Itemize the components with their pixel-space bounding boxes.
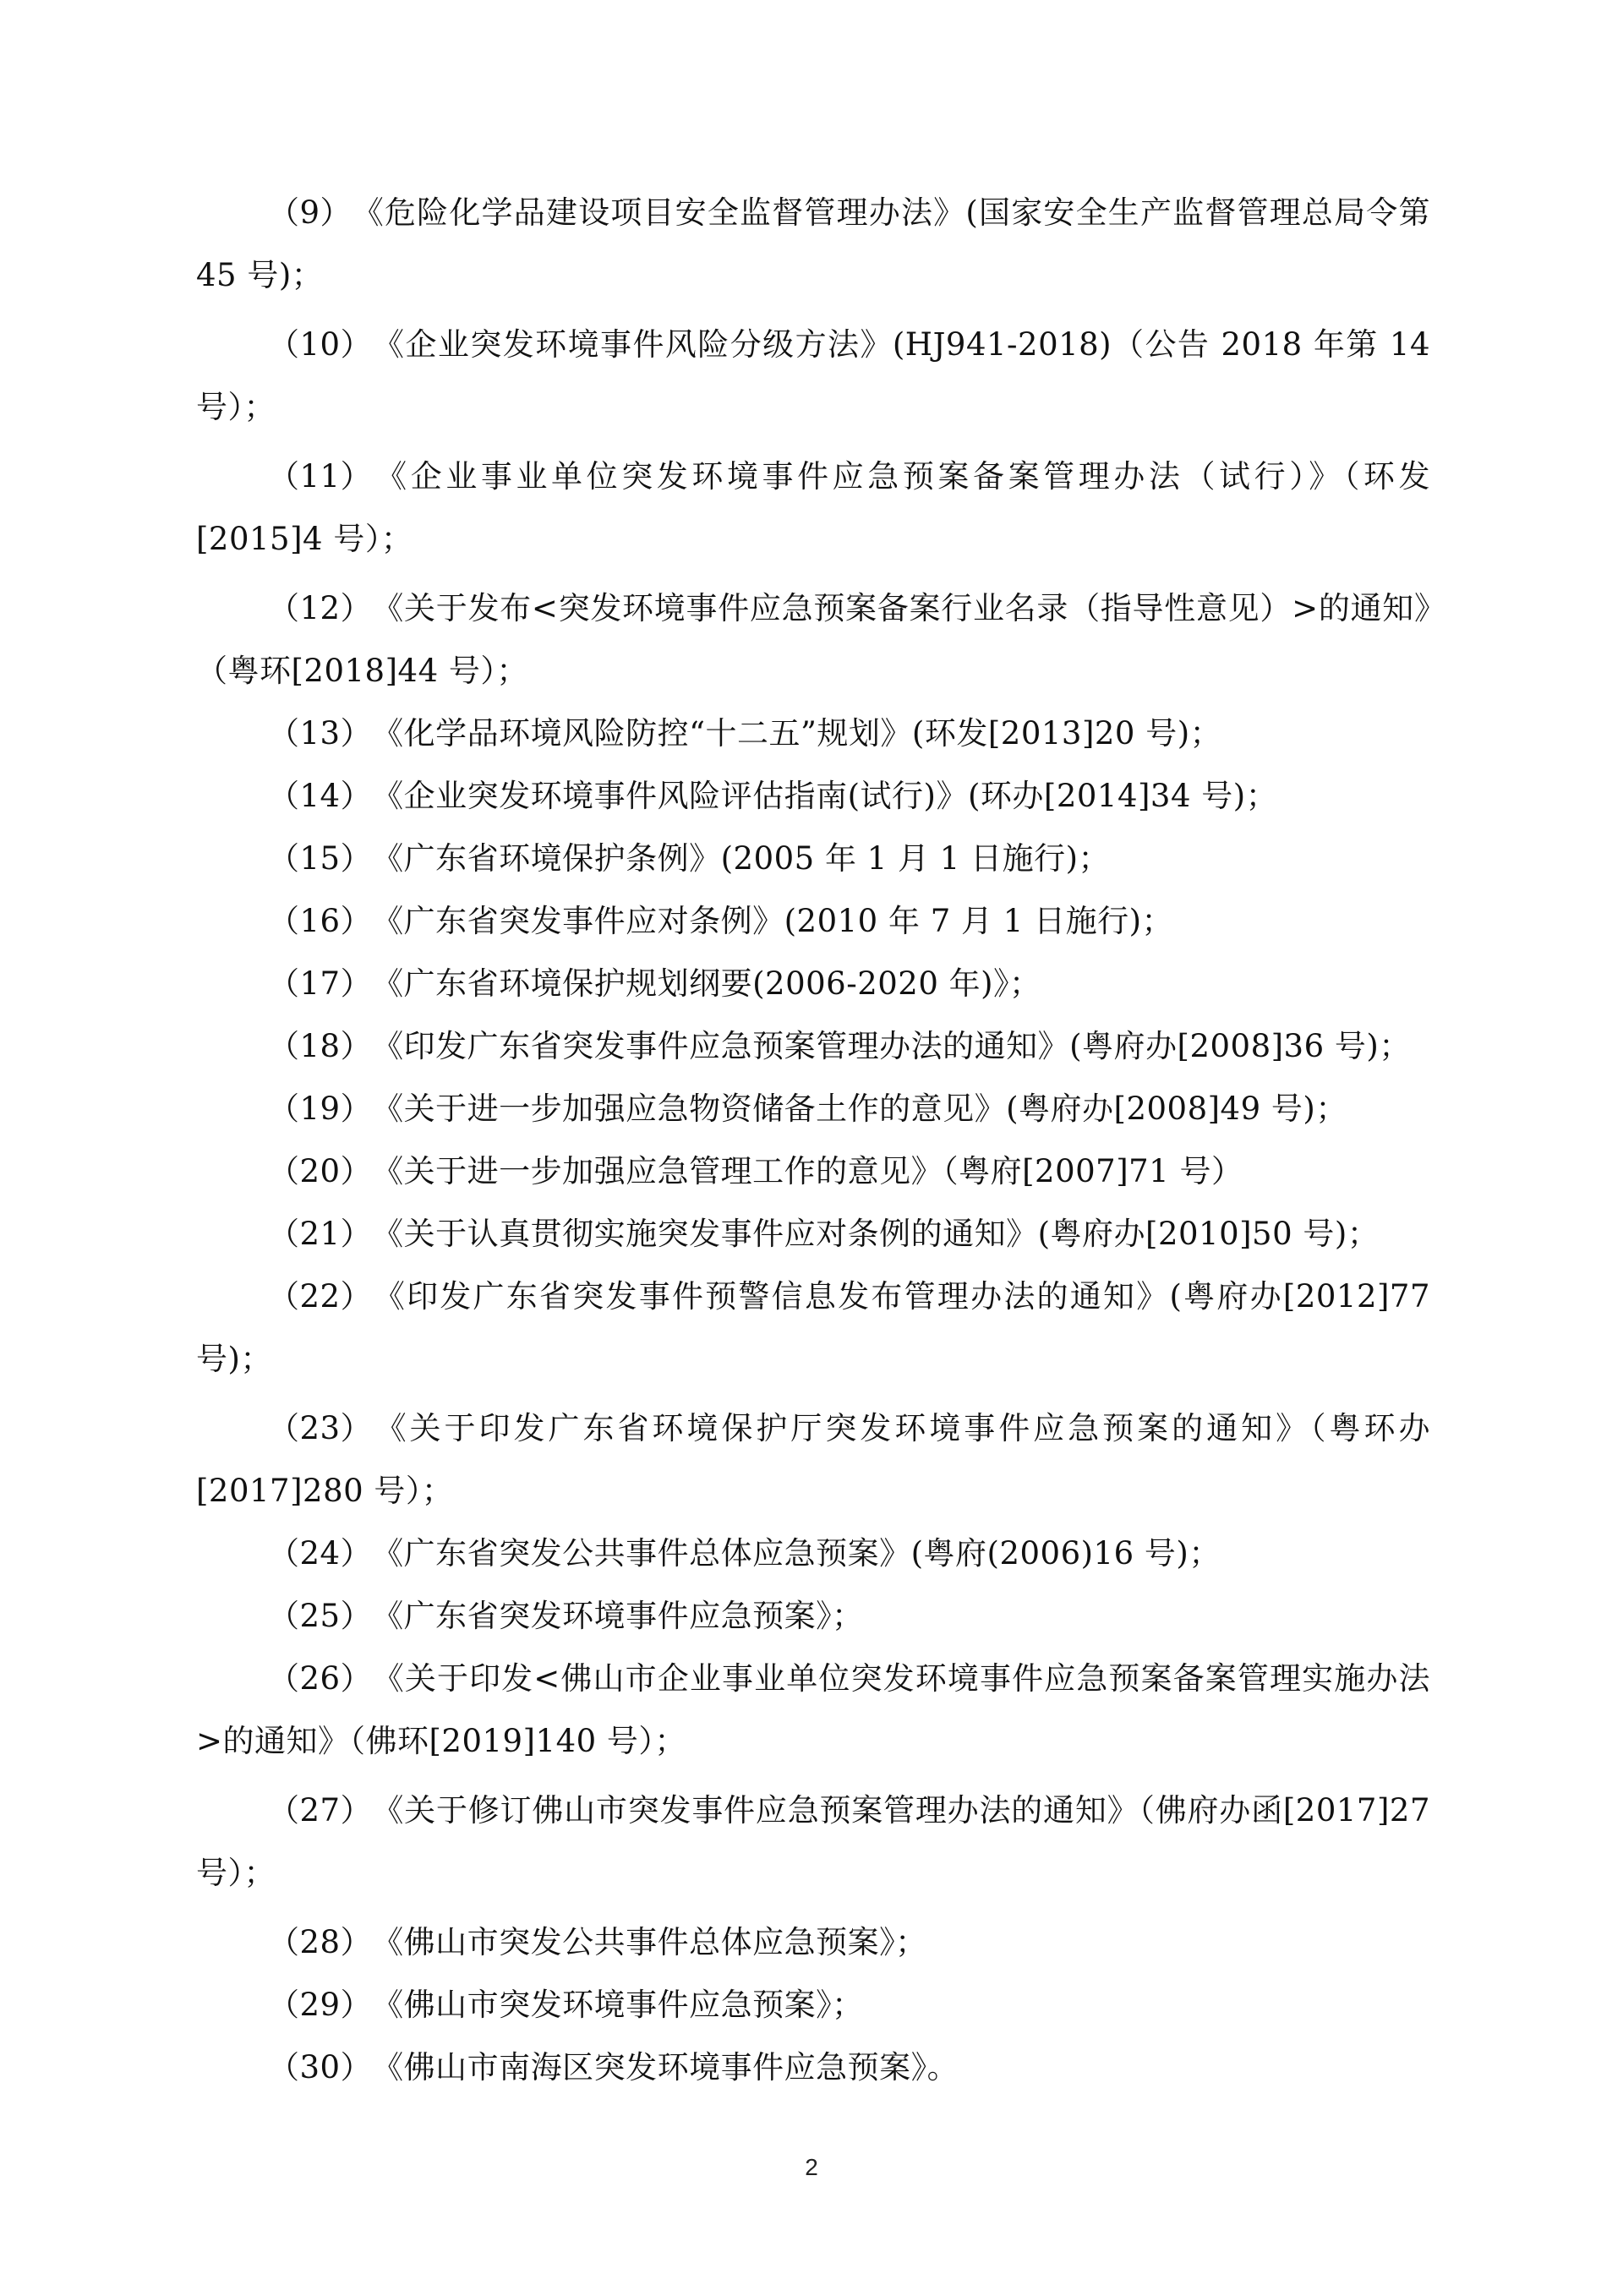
item-text: 《广东省突发事件应对条例》(2010 年 7 月 1 日施行)； xyxy=(372,903,1174,939)
list-item xyxy=(196,182,1430,307)
list-item xyxy=(196,702,1430,765)
item-text: 《关于修订佛山市突发事件应急预案管理办法的通知》（佛府办函[2017]27号）； xyxy=(196,1792,1430,1891)
list-item xyxy=(196,765,1430,828)
list-item xyxy=(196,1015,1430,1078)
page-number: 2 xyxy=(805,2154,818,2180)
item-text: 《佛山市突发环境事件应急预案》； xyxy=(372,1987,864,2023)
item-text: 《关于认真贯彻实施突发事件应对条例的通知》(粤府办[2010]50 号)； xyxy=(372,1216,1380,1252)
item-number: （19） xyxy=(268,1091,373,1127)
item-number: （30） xyxy=(268,2049,373,2086)
list-item xyxy=(196,1585,1430,1648)
list-item xyxy=(196,1140,1430,1203)
item-text: 《广东省环境保护条例》(2005 年 1 月 1 日施行)； xyxy=(372,840,1111,877)
list-item xyxy=(196,577,1430,702)
item-text: 《关于印发广东省环境保护厅突发环境事件应急预案的通知》（粤环办[2017]280 号）； xyxy=(196,1410,1430,1509)
item-number: （22） xyxy=(268,1278,373,1315)
item-text: 《关于发布<突发环境事件应急预案备案行业名录（指导性意见）>的通知》（粤环[2018]44 号）； xyxy=(196,590,1430,689)
item-number: （11） xyxy=(268,458,373,495)
item-number: （26） xyxy=(268,1660,373,1697)
item-number: （25） xyxy=(268,1598,373,1634)
list-item xyxy=(196,2036,1430,2099)
item-text: 《关于进一步加强应急物资储备土作的意见》(粤府办[2008]49 号)； xyxy=(372,1091,1347,1127)
list-item xyxy=(196,1266,1430,1391)
item-number: （21） xyxy=(268,1216,373,1252)
item-number: （13） xyxy=(268,715,373,752)
item-number: （23） xyxy=(268,1410,373,1446)
regulation-list xyxy=(196,182,1430,2099)
item-number: （28） xyxy=(268,1924,373,1960)
item-number: （24） xyxy=(268,1535,373,1572)
item-number: （18） xyxy=(268,1028,373,1064)
item-text: 《广东省突发环境事件应急预案》； xyxy=(372,1598,864,1634)
item-text: 《企业事业单位突发环境事件应急预案备案管理办法（试行）》（环发[2015]4 号）； xyxy=(196,458,1430,557)
list-item xyxy=(196,1078,1430,1140)
list-item xyxy=(196,828,1430,890)
list-item xyxy=(196,890,1430,953)
list-item xyxy=(196,1779,1430,1905)
item-text: 《广东省环境保护规划纲要(2006-2020 年)》； xyxy=(372,965,1041,1002)
list-item xyxy=(196,1522,1430,1585)
item-text: 《印发广东省突发事件应急预案管理办法的通知》(粤府办[2008]36 号)； xyxy=(372,1028,1411,1064)
item-text: 《企业突发环境事件风险分级方法》(HJ941-2018)（公告 2018 年第 14 号）； xyxy=(196,326,1430,425)
item-text: 《关于印发<佛山市企业事业单位突发环境事件应急预案备案管理实施办法>的通知》（佛环[2019]140 号）； xyxy=(196,1660,1430,1759)
item-number: （27） xyxy=(268,1792,373,1829)
list-item xyxy=(196,1203,1430,1266)
item-text: 《关于进一步加强应急管理工作的意见》（粤府[2007]71 号） xyxy=(372,1153,1243,1189)
item-number: （29） xyxy=(268,1987,373,2023)
list-item xyxy=(196,1397,1430,1522)
item-number: （12） xyxy=(268,590,373,626)
item-number: （15） xyxy=(268,840,373,877)
item-text: 《企业突发环境事件风险评估指南(试行)》(环办[2014]34 号)； xyxy=(372,778,1278,814)
list-item xyxy=(196,314,1430,439)
item-text: 《印发广东省突发事件预警信息发布管理办法的通知》(粤府办[2012]77 号)； xyxy=(196,1278,1430,1377)
list-item xyxy=(196,446,1430,571)
list-item xyxy=(196,1974,1430,2036)
item-number: （20） xyxy=(268,1153,373,1189)
item-text: 《化学品环境风险防控“十二五”规划》(环发[2013]20 号)； xyxy=(372,715,1222,752)
item-text: 《危险化学品建设项目安全监督管理办法》(国家安全生产监督管理总局令第45 号)； xyxy=(196,194,1430,293)
item-text: 《广东省突发公共事件总体应急预案》(粤府(2006)16 号)； xyxy=(372,1535,1221,1572)
list-item xyxy=(196,1911,1430,1974)
item-number: （14） xyxy=(268,778,373,814)
item-text: 《佛山市突发公共事件总体应急预案》； xyxy=(372,1924,927,1960)
item-text: 《佛山市南海区突发环境事件应急预案》。 xyxy=(372,2049,959,2086)
item-number: （17） xyxy=(268,965,373,1002)
list-item xyxy=(196,1648,1430,1773)
item-number: （9） xyxy=(268,194,352,231)
item-number: （10） xyxy=(268,326,373,363)
item-number: （16） xyxy=(268,903,373,939)
list-item xyxy=(196,953,1430,1015)
